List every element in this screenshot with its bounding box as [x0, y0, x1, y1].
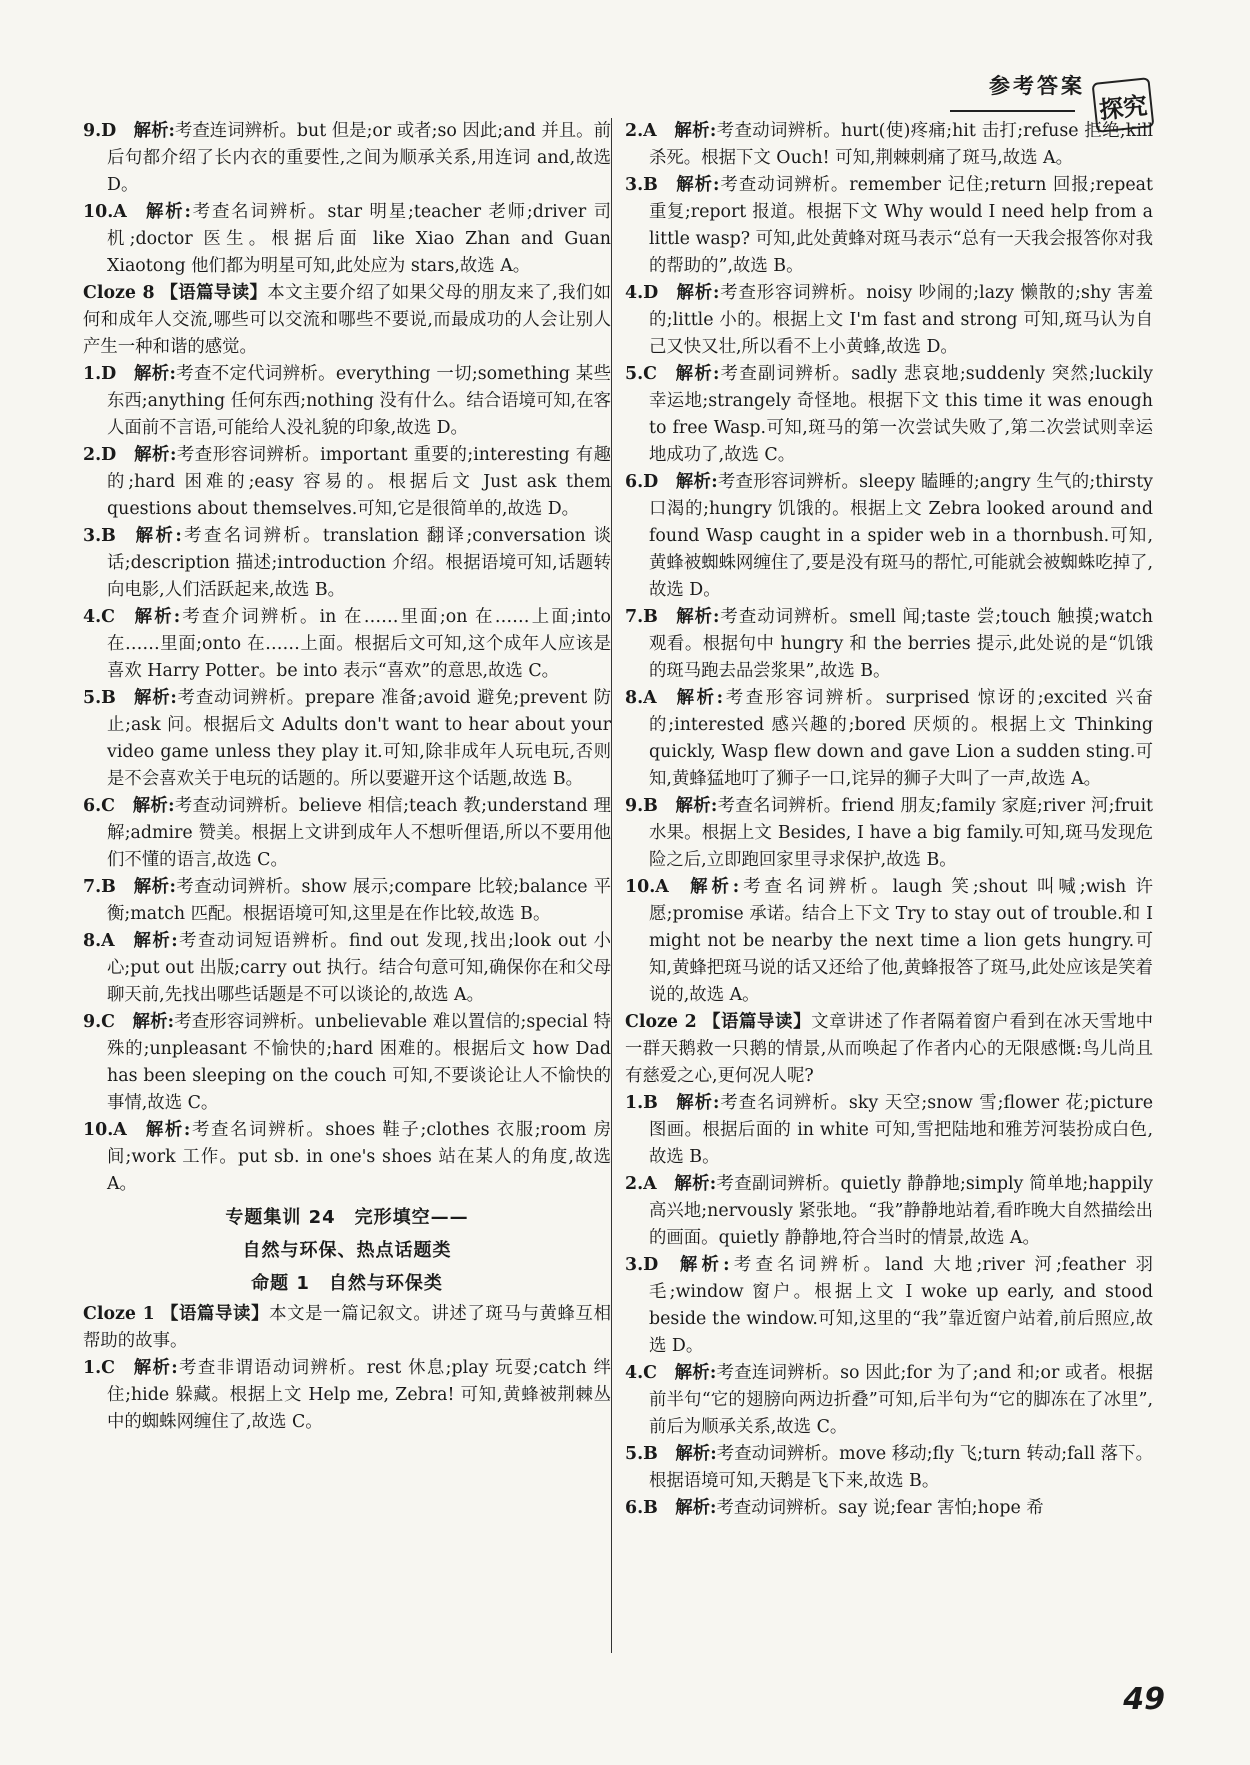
analysis-text: 考查连词辨析。so 因此;for 为了;and 和;or 或者。根据前半句“它的翅膀向两边折叠”可知,后半句为“它的脚冻在了冰里”,前后为顺承关系,故选 C。 — [649, 1363, 1153, 1437]
answer-item — [83, 604, 611, 685]
analysis-text: 考查动词辨析。move 移动;fly 飞;turn 转动;fall 落下。根据语境可知,天鹅是飞下来,故选 B。 — [649, 1444, 1154, 1491]
answer-list-prev — [83, 118, 611, 280]
answer-choice: B — [101, 526, 116, 546]
analysis-label: 解析: — [675, 796, 718, 816]
analysis-label: 解析: — [133, 688, 177, 708]
cloze2-guide-text: 文章讲述了作者隔着窗户看到在冰天雪地中一群天鹅救一只鹅的情景,从而唤起了作者内心的无限感慨:鸟儿尚且有慈爱之心,更何况人呢? — [625, 1012, 1153, 1086]
answer-item — [83, 793, 611, 874]
analysis-label: 解析: — [132, 796, 175, 816]
answer-choice: C — [101, 607, 115, 627]
answer-item — [83, 874, 611, 928]
analysis-text: 考查动词辨析。smell 闻;taste 尝;touch 触摸;watch 观看。根据句中 hungry 和 the berries 提示,此处说的是“饥饿的斑马跑去品尝浆果”,故选 B。 — [649, 607, 1153, 681]
answer-choice: A — [655, 877, 669, 897]
answer-item — [83, 361, 611, 442]
section-subtitle: 自然与环保、热点话题类 — [242, 1240, 452, 1261]
analysis-text: 考查动词辨析。believe 相信;teach 教;understand 理解;admire 赞美。根据上文讲到成年人不想听俚语,所以不要用他们不懂的语言,故选 C。 — [107, 796, 611, 870]
cloze1-guide-text: 本文是一篇记叙文。讲述了斑马与黄蜂互相帮助的故事。 — [83, 1304, 611, 1351]
analysis-text: 考查动词辨析。hurt(使)疼痛;hit 击打;refuse 拒绝;kill 杀死。根据下文 Ouch! 可知,荆棘刺痛了斑马,故选 A。 — [649, 121, 1154, 168]
answer-item — [625, 1495, 1153, 1522]
answer-item — [625, 1090, 1153, 1171]
answer-list-cloze8 — [83, 361, 611, 1198]
answer-item — [83, 523, 611, 604]
analysis-label: 解析: — [675, 175, 720, 195]
answer-item — [83, 1355, 611, 1436]
answer-number: 1. — [83, 1358, 102, 1378]
answer-item — [83, 928, 611, 1009]
answer-choice: A — [643, 688, 657, 708]
answer-choice: A — [643, 1174, 657, 1194]
answer-item — [625, 469, 1153, 604]
answer-choice: B — [101, 688, 116, 708]
analysis-text: 考查形容词辨析。unbelievable 难以置信的;special 特殊的;unpleasant 不愉快的;hard 困难的。根据后文 how Dad has been sleeping on the couch 可知,不要谈论让人不愉快的事情,故选 C。 — [107, 1012, 612, 1113]
answer-choice: B — [643, 796, 658, 816]
column-divider — [611, 118, 612, 1653]
analysis-label: 解析: — [674, 688, 724, 708]
answer-number: 6. — [83, 796, 102, 816]
answer-item — [83, 118, 611, 199]
analysis-text: 考查不定代词辨析。everything 一切;something 某些东西;anything 任何东西;nothing 没有什么。结合语境可知,在客人面前不言语,可能给人没礼貌的印象,故选 D。 — [107, 364, 611, 438]
analysis-label: 解析: — [686, 877, 740, 897]
answer-number: 2. — [83, 445, 102, 465]
answer-number: 7. — [625, 607, 644, 627]
answer-number: 3. — [83, 526, 102, 546]
topic-title: 命题 1 自然与环保类 — [251, 1273, 443, 1294]
answer-choice: C — [101, 1358, 115, 1378]
answer-choice: D — [643, 1255, 659, 1275]
answer-number: 1. — [625, 1093, 644, 1113]
analysis-label: 解析: — [133, 445, 177, 465]
answer-choice: A — [113, 1120, 127, 1140]
answer-number: 4. — [83, 607, 102, 627]
answer-number: 6. — [625, 1498, 644, 1518]
cloze8-guide-text: 本文主要介绍了如果父母的朋友来了,我们如何和成年人交流,哪些可以交流和哪些不要说,而最成功的人会让别人产生一种和谐的感觉。 — [83, 283, 611, 357]
answer-number: 1. — [83, 364, 102, 384]
cloze1-title: Cloze 1 — [83, 1304, 155, 1324]
analysis-label: 解析: — [675, 1255, 730, 1275]
answer-list-cloze2 — [625, 1090, 1153, 1522]
answer-choice: B — [643, 175, 658, 195]
answer-item — [83, 442, 611, 523]
analysis-text: 考查名词辨析。laugh 笑;shout 叫喊;wish 许愿;promise 承诺。结合上下文 Try to stay out of trouble.和 I might not be nearby the next time a lion gets hungry.可知,黄蜂把斑马说的话又还给了他,黄蜂报答了斑马,此处应该是笑着说的,故选 A。 — [649, 877, 1154, 1005]
answer-choice: B — [643, 1093, 658, 1113]
cloze1-intro — [83, 1301, 611, 1355]
answer-choice: D — [643, 472, 659, 492]
answer-number: 3. — [625, 1255, 644, 1275]
cloze1-guide-label: 【语篇导读】 — [160, 1304, 270, 1324]
analysis-text: 考查名词辨析。friend 朋友;family 家庭;river 河;fruit 水果。根据上文 Besides, I have a big family.可知,斑马发现危险之后,立即跑回家里寻求保护,故选 B。 — [649, 796, 1153, 870]
answer-number: 9. — [625, 796, 644, 816]
analysis-label: 解析: — [675, 283, 720, 303]
answer-number: 10. — [83, 202, 114, 222]
answer-number: 5. — [625, 1444, 644, 1464]
analysis-label: 解析: — [132, 1012, 175, 1032]
analysis-text: 考查名词辨析。star 明星;teacher 老师;driver 司机;doctor 医生。根据后面 like Xiao Zhan and Guan Xiaotong 他们都为明星可知,此处应为 stars,故选 A。 — [107, 202, 612, 276]
analysis-text: 考查形容词辨析。important 重要的;interesting 有趣的;hard 困难的;easy 容易的。根据后文 Just ask them questions about themselves.可知,它是很简单的,故选 D。 — [107, 445, 611, 519]
answer-choice: B — [101, 877, 116, 897]
analysis-label: 解析: — [133, 364, 176, 384]
analysis-label: 解析: — [675, 1093, 720, 1113]
answer-item — [625, 1441, 1153, 1495]
analysis-text: 考查形容词辨析。sleepy 瞌睡的;angry 生气的;thirsty 口渴的;hungry 饥饿的。根据上文 Zebra looked around and found Wasp caught in a spider web in a thornbush.可知,黄蜂被蜘蛛网缠住了,要是没有斑马的帮忙,可能就会被蜘蛛吃掉了,故选 D。 — [649, 472, 1154, 600]
answer-item — [83, 1009, 611, 1117]
answer-number: 4. — [625, 283, 644, 303]
answer-choice: D — [643, 283, 659, 303]
answer-item — [625, 118, 1153, 172]
analysis-label: 解析: — [144, 1120, 191, 1140]
left-column — [83, 118, 611, 1436]
analysis-text: 考查形容词辨析。surprised 惊讶的;excited 兴奋的;interested 感兴趣的;bored 厌烦的。根据上文 Thinking quickly, Wasp flew down and gave Lion a sudden sting.可知,黄蜂猛地叮了狮子一口,诧异的狮子大叫了一声,故选 A。 — [649, 688, 1153, 789]
answer-item — [83, 199, 611, 280]
analysis-text: 考查形容词辨析。noisy 吵闹的;lazy 懒散的;shy 害羞的;little 小的。根据上文 I'm fast and strong 可知,斑马认为自己又快又壮,所以看不上小黄蜂,故选 D。 — [649, 283, 1154, 357]
analysis-label: 解析: — [675, 472, 718, 492]
answer-number: 6. — [625, 472, 644, 492]
analysis-text: 考查副词辨析。sadly 悲哀地;suddenly 突然;luckily 幸运地;strangely 奇怪地。根据下文 this time it was enough to free Wasp.可知,斑马的第一次尝试失败了,第二次尝试则幸运地成功了,故选 C。 — [649, 364, 1153, 465]
analysis-label: 解析: — [144, 202, 191, 222]
answer-list-cloze1-right — [625, 118, 1153, 1009]
answer-number: 3. — [625, 175, 644, 195]
answer-number: 8. — [83, 931, 102, 951]
answer-choice: B — [643, 1498, 658, 1518]
answer-choice: C — [643, 1363, 657, 1383]
answer-item — [83, 685, 611, 793]
answer-number: 2. — [625, 121, 644, 141]
answer-number: 9. — [83, 1012, 102, 1032]
analysis-label: 解析: — [133, 877, 176, 897]
answer-item — [625, 793, 1153, 874]
analysis-text: 考查名词辨析。translation 翻译;conversation 谈话;description 描述;introduction 介绍。根据语境可知,话题转向电影,人们活跃起来,故选 B。 — [107, 526, 612, 600]
answer-number: 8. — [625, 688, 644, 708]
cloze2-guide-label: 【语篇导读】 — [702, 1012, 812, 1032]
answer-choice: B — [643, 1444, 658, 1464]
answer-item — [625, 874, 1153, 1009]
answer-item — [625, 604, 1153, 685]
answer-choice: D — [101, 445, 117, 465]
answer-number: 7. — [83, 877, 102, 897]
answer-choice: D — [101, 364, 117, 384]
analysis-text: 考查动词短语辨析。find out 发现,找出;look out 小心;put out 出版;carry out 执行。结合句意可知,确保你在和父母聊天前,先找出哪些话题是不可以谈论的,故选 A。 — [107, 931, 612, 1005]
brand-logo: 探究 — [1092, 77, 1155, 133]
right-column — [625, 118, 1153, 1522]
analysis-text: 考查非谓语动词辨析。rest 休息;play 玩耍;catch 绊住;hide 躲藏。根据上文 Help me, Zebra! 可知,黄蜂被荆棘丛中的蜘蛛网缠住了,故选 C。 — [107, 1358, 612, 1432]
answer-number: 4. — [625, 1363, 644, 1383]
answer-number: 2. — [625, 1174, 644, 1194]
analysis-text: 考查名词辨析。land 大地;river 河;feather 羽毛;window 窗户。根据上文 I woke up early, and stood beside the window.可知,这里的“我”靠近窗户站着,前后照应,故选 D。 — [649, 1255, 1154, 1356]
answer-number: 9. — [83, 121, 102, 141]
answer-item — [625, 1360, 1153, 1441]
answer-list-cloze1-left — [83, 1355, 611, 1436]
cloze8-guide-label: 【语篇导读】 — [160, 283, 268, 303]
analysis-label: 解析: — [133, 121, 175, 141]
analysis-label: 解析: — [675, 1444, 717, 1464]
answer-choice: B — [643, 607, 658, 627]
analysis-text: 考查副词辨析。quietly 静静地;simply 简单地;happily 高兴地;nervously 紧张地。“我”静静地站着,看昨晚大自然描绘出的画面。quietly 静静地,符合当时的情景,故选 A。 — [649, 1174, 1153, 1248]
cloze8-intro — [83, 280, 611, 361]
analysis-label: 解析: — [675, 607, 720, 627]
answer-number: 10. — [625, 877, 656, 897]
page-number: 49 — [1123, 1682, 1165, 1717]
analysis-label: 解析: — [674, 1363, 717, 1383]
answer-choice: C — [101, 796, 115, 816]
section-title: 专题集训 24 完形填空—— — [225, 1207, 469, 1228]
cloze8-title: Cloze 8 — [83, 283, 155, 303]
answer-number: 10. — [83, 1120, 114, 1140]
answer-item — [625, 1171, 1153, 1252]
analysis-text: 考查动词辨析。remember 记住;return 回报;repeat 重复;report 报道。根据下文 Why would I need help from a little wasp? 可知,此处黄蜂对斑马表示“总有一天我会报答你对我的帮助的”,故选 B。 — [649, 175, 1153, 276]
analysis-text: 考查动词辨析。prepare 准备;avoid 避免;prevent 防止;ask 问。根据后文 Adults don't want to hear about your video game unless they play it.可知,除非成年人玩电玩,否则是不会喜欢关于电玩的话题的。所以要避开这个话题,故选 B。 — [107, 688, 612, 789]
analysis-text: 考查介词辨析。in 在……里面;on 在……上面;into 在……里面;onto 在……上面。根据后文可知,这个成年人应该是喜欢 Harry Potter。be into 表示“喜欢”的意思,故选 C。 — [107, 607, 611, 681]
header-rule — [950, 110, 1075, 112]
analysis-label: 解析: — [132, 1358, 178, 1378]
analysis-text: 考查动词辨析。say 说;fear 害怕;hope 希 — [716, 1498, 1044, 1518]
analysis-label: 解析: — [133, 526, 182, 546]
answer-item — [625, 280, 1153, 361]
analysis-label: 解析: — [132, 931, 178, 951]
answer-number: 5. — [625, 364, 644, 384]
answer-choice: A — [113, 202, 127, 222]
answer-item — [625, 172, 1153, 280]
answer-choice: C — [101, 1012, 115, 1032]
answer-item — [625, 1252, 1153, 1360]
answer-choice: A — [101, 931, 115, 951]
analysis-label: 解析: — [674, 364, 720, 384]
answer-item — [625, 361, 1153, 469]
answer-item — [625, 685, 1153, 793]
analysis-text: 考查动词辨析。show 展示;compare 比较;balance 平衡;match 匹配。根据语境可知,这里是在作比较,故选 B。 — [107, 877, 611, 924]
analysis-text: 考查名词辨析。sky 天空;snow 雪;flower 花;picture 图画。根据后面的 in white 可知,雪把陆地和雅芳河装扮成白色,故选 B。 — [649, 1093, 1153, 1167]
cloze2-title: Cloze 2 — [625, 1012, 697, 1032]
analysis-label: 解析: — [132, 607, 181, 627]
answer-choice: A — [643, 121, 657, 141]
analysis-text: 考查名词辨析。shoes 鞋子;clothes 衣服;room 房间;work 工作。put sb. in one's shoes 站在某人的角度,故选 A。 — [107, 1120, 611, 1194]
answer-number: 5. — [83, 688, 102, 708]
cloze2-intro — [625, 1009, 1153, 1090]
analysis-text: 考查连词辨析。but 但是;or 或者;so 因此;and 并且。前后句都介绍了长内衣的重要性,之间为顺承关系,用连词 and,故选 D。 — [107, 121, 611, 195]
answer-choice: D — [101, 121, 117, 141]
analysis-label: 解析: — [674, 1174, 717, 1194]
analysis-label: 解析: — [674, 121, 717, 141]
page-header-title: 参考答案 — [989, 74, 1085, 98]
answer-item — [83, 1117, 611, 1198]
answer-choice: C — [643, 364, 657, 384]
analysis-label: 解析: — [675, 1498, 717, 1518]
